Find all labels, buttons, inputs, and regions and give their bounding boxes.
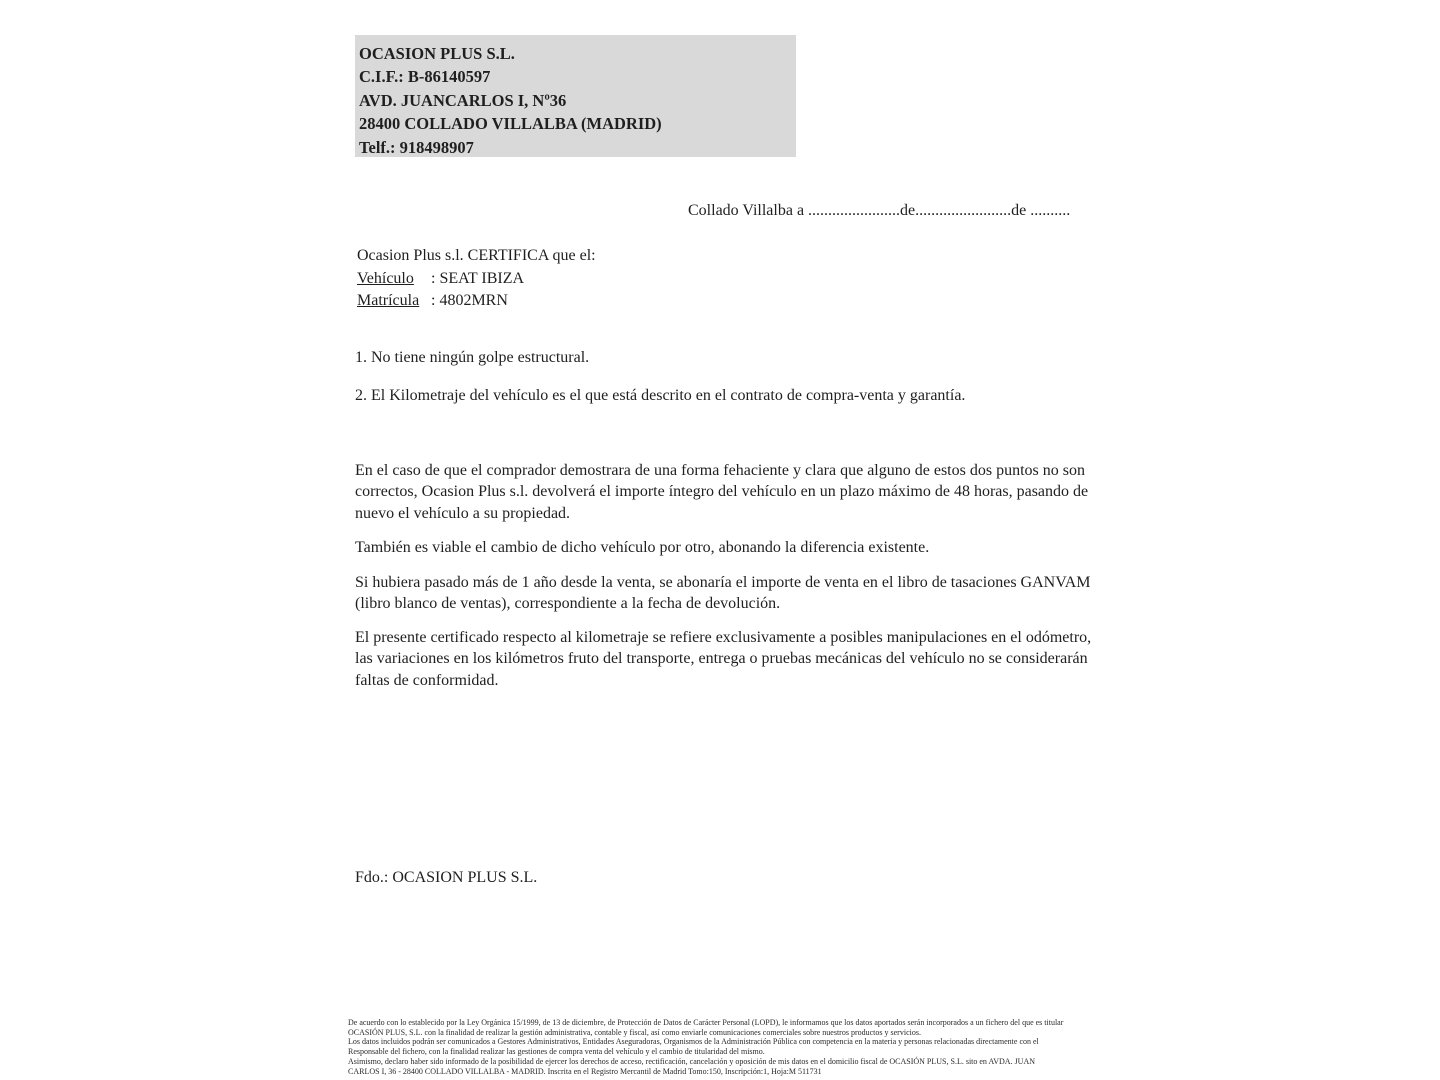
vehicle-label-wrap [357,268,431,291]
plate-label: Matrícula [357,292,420,309]
plate-row [357,290,596,313]
legal-line: Los datos incluidos podrán ser comunicados a Gestores Administrativos, Entidades Aseguradoras, Organismos de la Administración Pública con competencia en la materia y personas relacionadas directamente con el [348,1037,1039,1047]
legal-line: Asimismo, declaro haber sido informado de la posibilidad de ejercer los derechos de acceso, rectificación, cancelación y oposición de mis datos en el domicilio fiscal de OCASIÓN PLUS, S.L. sito en AVDA. JUAN [348,1056,1036,1066]
paragraph-odometer: El presente certificado respecto al kilometraje se refiere exclusivamente a posibles manipulaciones en el odómetro, las variaciones en los kilómetros fruto del transporte, entrega o pruebas mecánicas del vehículo no se considerarán faltas de conformidad. [355,629,1092,689]
company-phone: Telf.: 918498907 [359,137,474,157]
certification-intro: Ocasion Plus s.l. CERTIFICA que el: [357,247,596,264]
date-place-line: Collado Villalba a .......................de........................de .......... [688,202,1071,219]
company-cif: C.I.F.: B-86140597 [359,67,491,87]
legal-line: CARLOS I, 36 - 28400 COLLADO VILLALBA - MADRID. Inscrita en el Registro Mercantil de Madrid Tomo:150, Inscripción:1, Hoja:M 511731 [348,1066,822,1076]
legal-fine-print [348,1018,1108,1076]
company-city: 28400 COLLADO VILLALBA (MADRID) [359,114,662,134]
vehicle-label: Vehículo [357,269,414,287]
legal-line: Responsable del fichero, con la finalidad realizar las gestiones de compra venta del vehículo y el cambio de titularidad del mismo. [348,1047,765,1057]
signature-line: Fdo.: OCASION PLUS S.L. [355,869,538,886]
paragraph-refund: En el caso de que el comprador demostrara de una forma fehaciente y clara que alguno de estos dos puntos no son correctos, Ocasion Plus s.l. devolverá el importe íntegro del vehículo en un plazo máximo de 48 horas, pasando de nuevo el vehículo a su propiedad. [355,462,1089,522]
legal-line: OCASIÓN PLUS, S.L. con la finalidad de realizar la gestión administrativa, contable y fiscal, así como enviarle comunicaciones comerciales sobre nuestros productos y servicios. [348,1027,921,1037]
paragraph-ganvam: Si hubiera pasado más de 1 año desde la venta, se abonaría el importe de venta en el libro de tasaciones GANVAM (libro blanco de ventas), correspondiente a la fecha de devolución. [355,574,1091,613]
company-name: OCASION PLUS S.L. [359,44,515,63]
company-address: AVD. JUANCARLOS I, Nº36 [359,90,567,110]
certification-block [357,245,596,313]
vehicle-row [357,268,596,291]
point-1: 1. No tiene ningún golpe estructural. [355,349,590,366]
legal-line: De acuerdo con lo establecido por la Ley Orgánica 15/1999, de 13 de diciembre, de Protección de Datos de Carácter Personal (LOPD), le informamos que los datos aportados serán incorporados a un fichero del que es titular [348,1018,1064,1027]
point-2: 2. El Kilometraje del vehículo es el que está descrito en el contrato de compra-venta y garantía. [355,387,966,404]
company-header-block [355,35,796,157]
plate-label-wrap [357,290,431,313]
paragraph-exchange: También es viable el cambio de dicho vehículo por otro, abonando la diferencia existente. [355,539,930,556]
vehicle-value: : SEAT IBIZA [431,269,525,287]
plate-value: : 4802MRN [431,292,508,309]
